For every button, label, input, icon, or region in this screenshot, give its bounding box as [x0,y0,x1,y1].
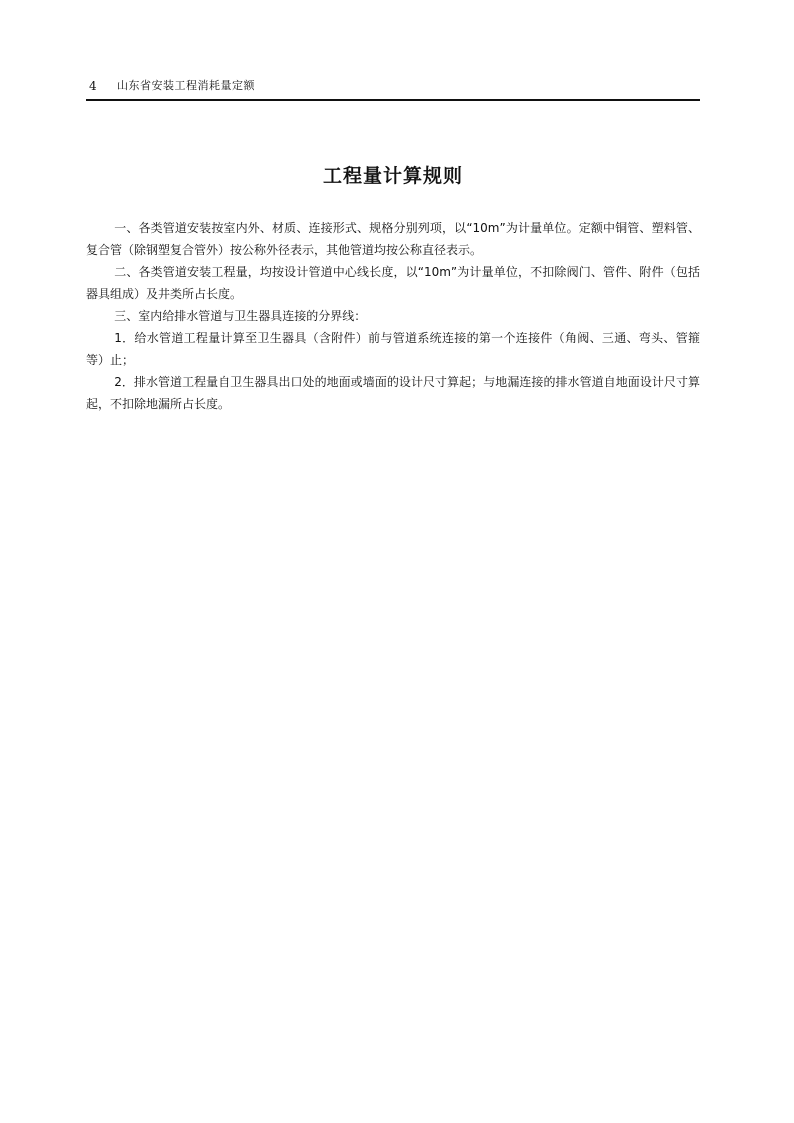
paragraph: 一、各类管道安装按室内外、材质、连接形式、规格分别列项，以“10m”为计量单位。定额中铜管、塑料管、复合管（除钢塑复合管外）按公称外径表示，其他管道均按公称直径表示。 [86,221,700,257]
header-rule [86,99,700,101]
paragraph: 二、各类管道安装工程量，均按设计管道中心线长度，以“10m”为计量单位，不扣除阀门、管件、附件（包括器具组成）及井类所占长度。 [86,265,700,301]
page-number: 4 [89,79,97,93]
paragraph: 1．给水管道工程量计算至卫生器具（含附件）前与管道系统连接的第一个连接件（角阀、三通、弯头、管箍等）止； [86,331,700,367]
running-header [86,76,700,98]
section-body [86,217,700,415]
section-title: 工程量计算规则 [322,165,463,187]
paragraph: 2．排水管道工程量自卫生器具出口处的地面或墙面的设计尺寸算起；与地漏连接的排水管道自地面设计尺寸算起，不扣除地漏所占长度。 [86,375,700,411]
paragraph: 三、室内给排水管道与卫生器具连接的分界线： [114,309,367,323]
book-title: 山东省安装工程消耗量定额 [117,79,255,92]
